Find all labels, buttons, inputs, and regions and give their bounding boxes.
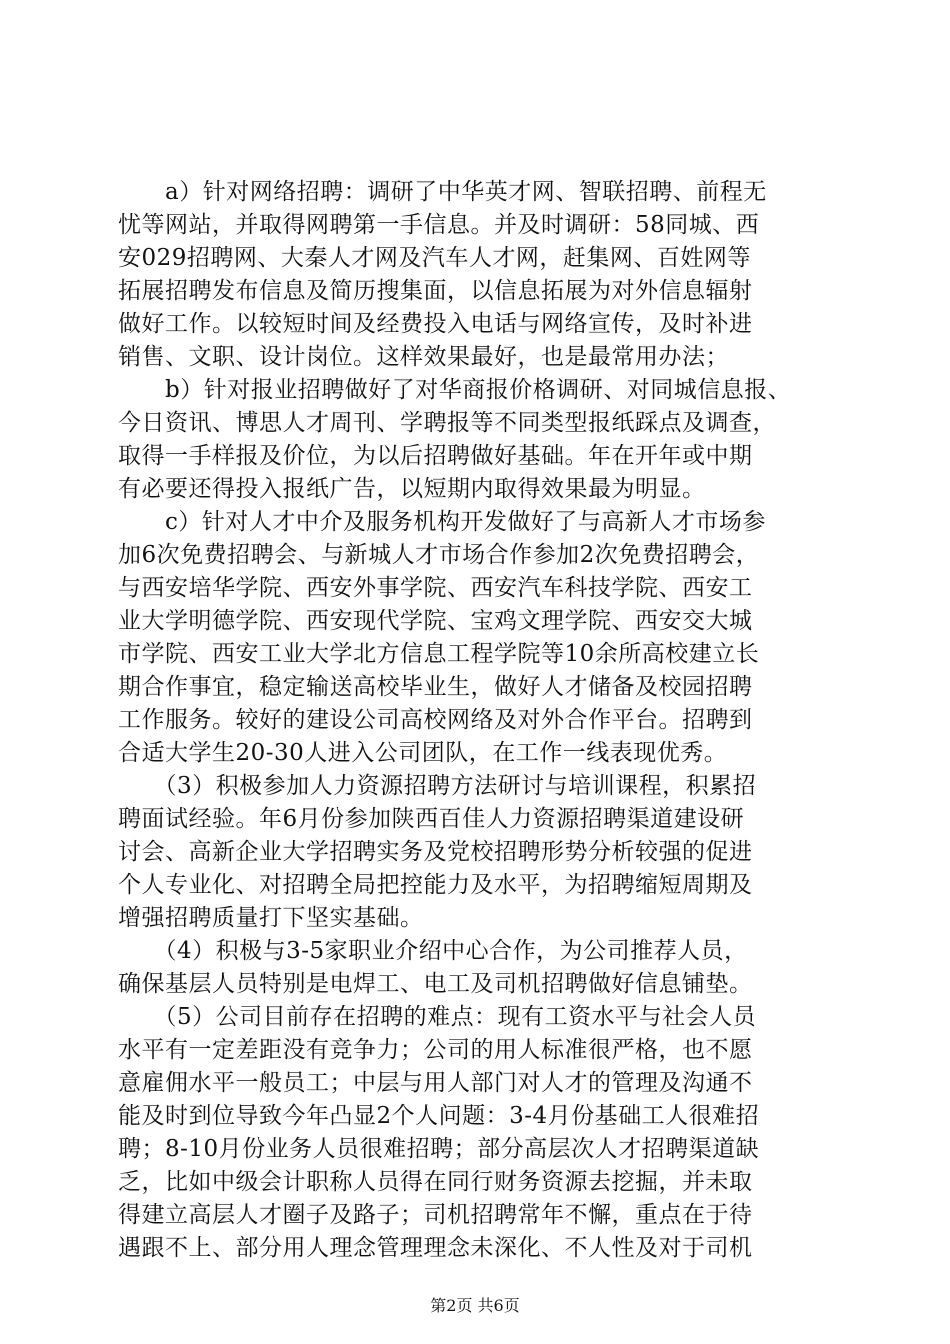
text-line: 工作服务。较好的建设公司高校网络及对外合作平台。招聘到 bbox=[118, 707, 753, 733]
text-line: 个人专业化、对招聘全局把控能力及水平，为招聘缩短周期及 bbox=[118, 872, 753, 898]
text-line: 合适大学生20-30人进入公司团队，在工作一线表现优秀。 bbox=[118, 740, 728, 766]
text-line: 聘面试经验。年6月份参加陕西百佳人力资源招聘渠道建设研 bbox=[118, 806, 745, 832]
text-line: 加6次免费招聘会、与新城人才市场合作参加2次免费招聘会， bbox=[118, 542, 760, 568]
text-line: 水平有一定差距没有竞争力；公司的用人标准很严格，也不愿 bbox=[118, 1037, 753, 1063]
text-line: 业大学明德学院、西安现代学院、宝鸡文理学院、西安交大城 bbox=[118, 608, 753, 634]
text-line: 聘；8-10月份业务人员很难招聘；部分高层次人才招聘渠道缺 bbox=[118, 1136, 760, 1162]
text-line: 销售、文职、设计岗位。这样效果最好，也是最常用办法； bbox=[118, 344, 729, 370]
text-line: （5）公司目前存在招聘的难点：现有工资水平与社会人员 bbox=[118, 1004, 757, 1030]
text-line: 有必要还得投入报纸广告，以短期内取得效果最为明显。 bbox=[118, 476, 706, 502]
text-line: 今日资讯、博思人才周刊、学聘报等不同类型报纸踩点及调查， bbox=[118, 410, 776, 436]
text-line: 与西安培华学院、西安外事学院、西安汽车科技学院、西安工 bbox=[118, 575, 753, 601]
text-line: 安029招聘网、大秦人才网及汽车人才网，赶集网、百姓网等 bbox=[118, 245, 751, 271]
text-line: b）针对报业招聘做好了对华商报价格调研、对同城信息报、 bbox=[118, 377, 792, 403]
text-line: 做好工作。以较短时间及经费投入电话与网络宣传，及时补进 bbox=[118, 311, 753, 337]
text-line: 确保基层人员特别是电焊工、电工及司机招聘做好信息铺垫。 bbox=[118, 971, 753, 997]
page-footer: 第2页 共6页 bbox=[430, 1296, 520, 1315]
text-line: （4）积极与3-5家职业介绍中心合作，为公司推荐人员， bbox=[118, 938, 748, 964]
text-line: 乏，比如中级会计职称人员得在同行财务资源去挖掘，并未取 bbox=[118, 1169, 753, 1195]
text-line: 能及时到位导致今年凸显2个人问题：3-4月份基础工人很难招 bbox=[118, 1103, 760, 1129]
text-line: 忧等网站，并取得网聘第一手信息。并及时调研：58同城、西 bbox=[118, 212, 760, 238]
text-line: 期合作事宜，稳定输送高校毕业生，做好人才储备及校园招聘 bbox=[118, 674, 753, 700]
text-line: a）针对网络招聘：调研了中华英才网、智联招聘、前程无 bbox=[118, 179, 767, 205]
text-line: 取得一手样报及价位，为以后招聘做好基础。年在开年或中期 bbox=[118, 443, 753, 469]
text-line: 市学院、西安工业大学北方信息工程学院等10余所高校建立长 bbox=[118, 641, 760, 667]
text-line: 得建立高层人才圈子及路子；司机招聘常年不懈，重点在于待 bbox=[118, 1202, 753, 1228]
text-line: 遇跟不上、部分用人理念管理理念未深化、不人性及对于司机 bbox=[118, 1235, 753, 1261]
text-line: c）针对人才中介及服务机构开发做好了与高新人才市场参 bbox=[118, 509, 766, 535]
text-line: 拓展招聘发布信息及简历搜集面，以信息拓展为对外信息辐射 bbox=[118, 278, 753, 304]
text-line: 增强招聘质量打下坚实基础。 bbox=[118, 905, 424, 931]
text-line: （3）积极参加人力资源招聘方法研讨与培训课程，积累招 bbox=[118, 773, 757, 799]
text-line: 意雇佣水平一般员工；中层与用人部门对人才的管理及沟通不 bbox=[118, 1070, 753, 1096]
text-line: 讨会、高新企业大学招聘实务及党校招聘形势分析较强的促进 bbox=[118, 839, 753, 865]
